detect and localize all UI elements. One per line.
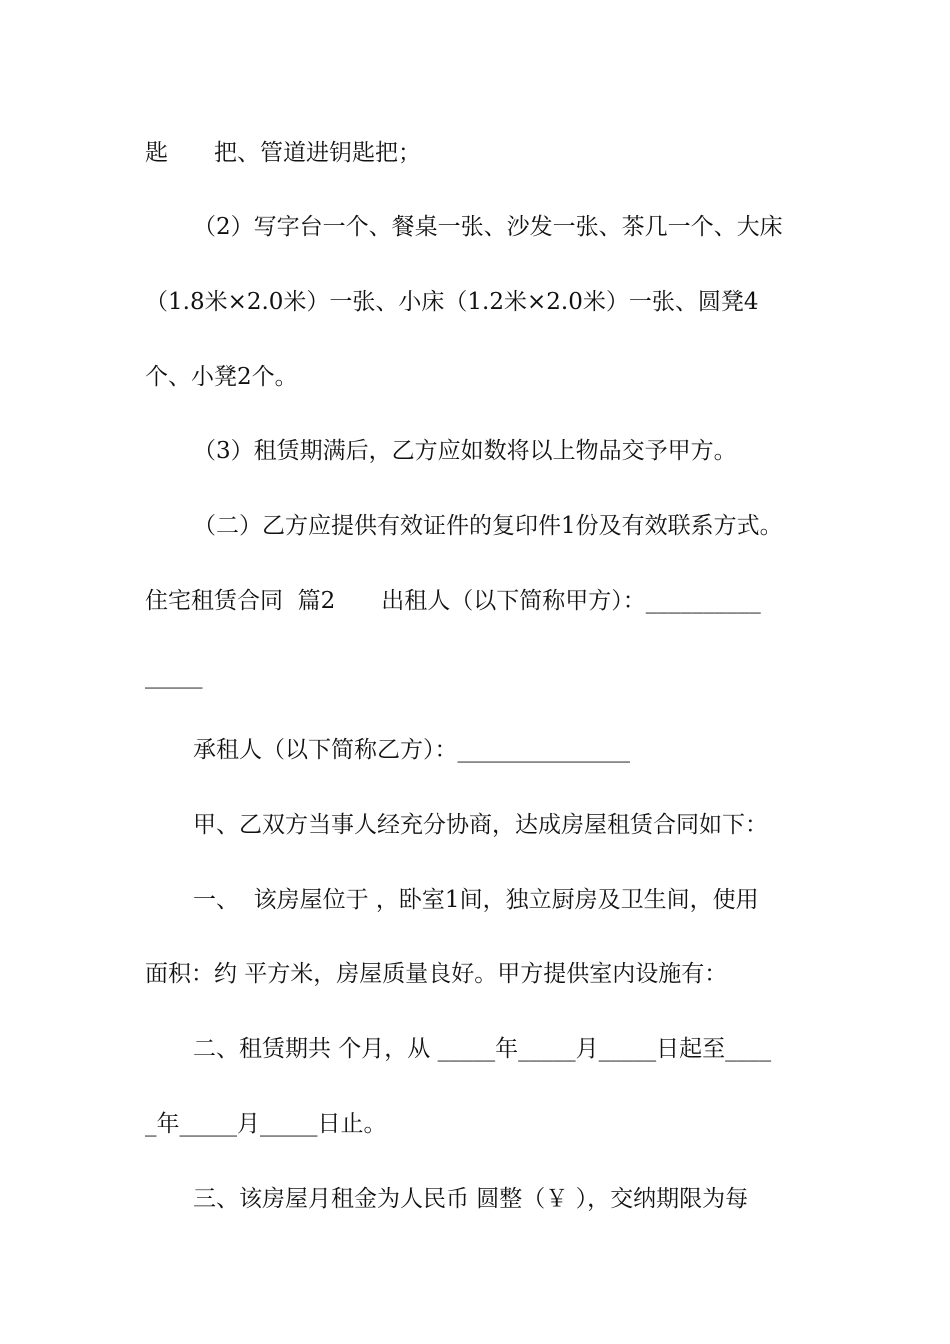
paragraph-line: 二、租赁期共 个月，从 _____年_____月_____日起至____ (193, 1036, 772, 1062)
paragraph-line: （二）乙方应提供有效证件的复印件1份及有效联系方式。 (193, 513, 783, 539)
paragraph-line: 甲、乙双方当事人经充分协商，达成房屋租赁合同如下： (193, 812, 768, 838)
paragraph-line: （3）租赁期满后，乙方应如数将以上物品交予甲方。 (193, 438, 737, 464)
paragraph-line: 一、 该房屋位于 ，卧室1间，独立厨房及卫生间，使用 (193, 887, 759, 913)
contract-heading-line: 住宅租赁合同 篇2 出租人（以下简称甲方）：__________ (145, 588, 761, 614)
paragraph-line: 个、小凳2个。 (145, 364, 298, 390)
paragraph-line: _____ (145, 663, 203, 689)
paragraph-line: 匙 把、管道进钥匙把； (145, 140, 421, 166)
paragraph-line: 承租人（以下简称乙方）：_______________ (193, 737, 630, 763)
paragraph-line: 三、该房屋月租金为人民币 圆整（￥ ），交纳期限为每 (193, 1186, 749, 1212)
paragraph-line: （2）写字台一个、餐桌一张、沙发一张、茶几一个、大床 (193, 214, 783, 240)
paragraph-line: _年_____月_____日止。 (145, 1111, 387, 1137)
paragraph-line: 面积：约 平方米，房屋质量良好。甲方提供室内设施有： (145, 961, 728, 987)
paragraph-line: （1.8米×2.0米）一张、小床（1.2米×2.0米）一张、圆凳4 (145, 289, 759, 315)
